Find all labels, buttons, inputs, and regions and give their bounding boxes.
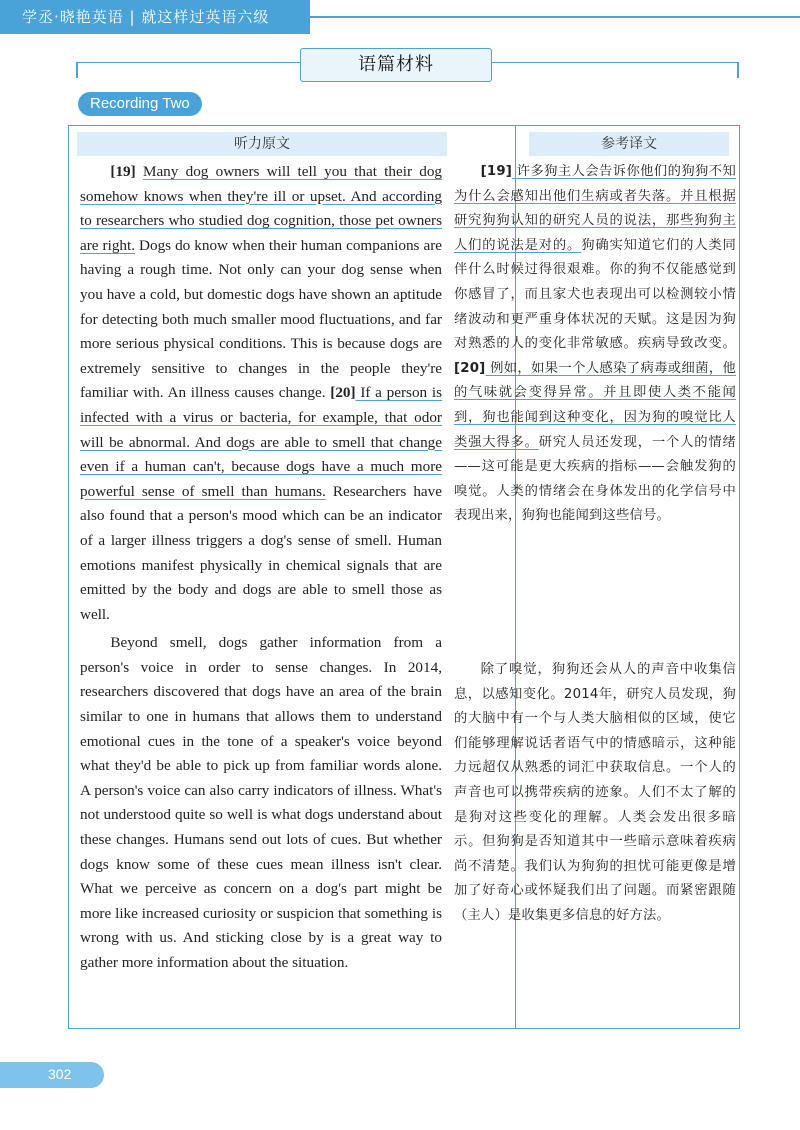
chinese-paragraph-1 (454, 160, 736, 529)
english-sentence: Researchers have also found that a person's mood which can be an indicator of a larger illness triggers a dog's sense of smell. Human emotions manifest physically in chemical signals that are emitted by the body and dogs are able to smell those as well. (80, 482, 443, 623)
chinese-column-part-2 (454, 658, 736, 929)
question-marker-19: [19] (110, 163, 136, 180)
english-paragraph-1 (80, 160, 442, 627)
section-rule-right (490, 62, 738, 63)
translation-header: 参考译文 (529, 132, 729, 156)
question-marker-20: [20] (330, 384, 356, 402)
translation-marker-19: [19] (480, 164, 513, 179)
book-title: 学丞·晓艳英语 | 就这样过英语六级 (22, 8, 270, 26)
book-title-bar (0, 0, 310, 34)
translation-marker-20: [20] (454, 360, 486, 376)
chinese-sentence-20: 例如，如果一个人感染了病毒或细菌，他的气味就会变得异常。并且即使人类不能闻到，狗也能闻到这种变化，因为狗的嗅觉比人类强大得多。 (454, 360, 736, 450)
top-rule (310, 16, 800, 18)
original-text-header: 听力原文 (77, 132, 447, 156)
section-hook-right (737, 62, 739, 78)
section-rule-left (78, 62, 300, 63)
section-title: 语篇材料 (300, 48, 492, 82)
english-column (80, 160, 442, 976)
section-hook-left (76, 62, 78, 78)
english-sentence-20: If a person is infected with a virus or bacteria, for example, that odor will be abnormal. And dogs are able to smell that change even if a human can't, because dogs have a much more powerful sense of smell than humans. (80, 384, 442, 500)
english-paragraph-2: Beyond smell, dogs gather information from a person's voice in order to sense changes. In 2014, researchers discovered that dogs have an area of the brain similar to one in humans that allows them to understand emotional cues in the tone of a speaker's voice beyond what they'd be able to pick up from familiar words alone. A person's voice can also carry indicators of illness. What's not understood quite so well is what dogs understand about these changes. Humans send out lots of cues. But whether dogs know some of these cues mean illness isn't clear. What we perceive as concern on a dog's part might be more like increased curiosity or suspicion that something is wrong with us. And sticking close by is a great way to gather more information about the situation. (80, 634, 442, 971)
page-number-tab (0, 1062, 104, 1088)
chinese-sentence: 研究人员还发现，一个人的情绪——这可能是更大疾病的指标——会触发狗的嗅觉。人类的情绪会在身体发出的化学信号中表现出来，狗狗也能闻到这些信号。 (454, 434, 736, 524)
chinese-column (454, 160, 736, 529)
page-number: 302 (48, 1066, 72, 1082)
english-sentence-19: Many dog owners will tell you that their dog somehow knows when they're ill or upset. And according to researchers who studied dog cognition, those pet owners are right. (80, 163, 443, 254)
chinese-sentence-19: 许多狗主人会告诉你他们的狗狗不知为什么会感知出他们生病或者失落。并且根据研究狗狗认知的研究人员的说法，那些狗狗主人们的说法是对的。 (454, 164, 736, 253)
english-sentence: Dogs do know when their human companions are having a rough time. Not only can your dog sense when you have a cold, but domestic dogs have shown an aptitude for detecting both much smaller mood fluctuations, and far more serious physical conditions. This is because dogs are extremely sensitive to changes in the people they're familiar with. An illness causes change. (80, 236, 443, 402)
chinese-paragraph-2: 除了嗅觉，狗狗还会从人的声音中收集信息，以感知变化。2014年，研究人员发现，狗的大脑中有一个与人类大脑相似的区域，使它们能够理解说话者语气中的情感暗示，这种能力远超仅从熟悉的词汇中获取信息。一个人的声音也可以携带疾病的迹象。人们不太了解的是狗对这些变化的理解。人类会发出很多暗示。但狗狗是否知道其中一些暗示意味着疾病尚不清楚。我们认为狗狗的担忧可能更像是增加了好奇心或怀疑我们出了问题。而紧密跟随（主人）是收集更多信息的好方法。 (454, 662, 736, 923)
chinese-sentence: 狗确实知道它们的人类同伴什么时候过得很艰难。你的狗不仅能感觉到你感冒了，而且家犬也表现出可以检测较小情绪波动和更严重身体状况的天赋。这是因为狗对熟悉的人的变化非常敏感。疾病导致改变。 (454, 237, 736, 352)
recording-label: Recording Two (78, 92, 202, 116)
